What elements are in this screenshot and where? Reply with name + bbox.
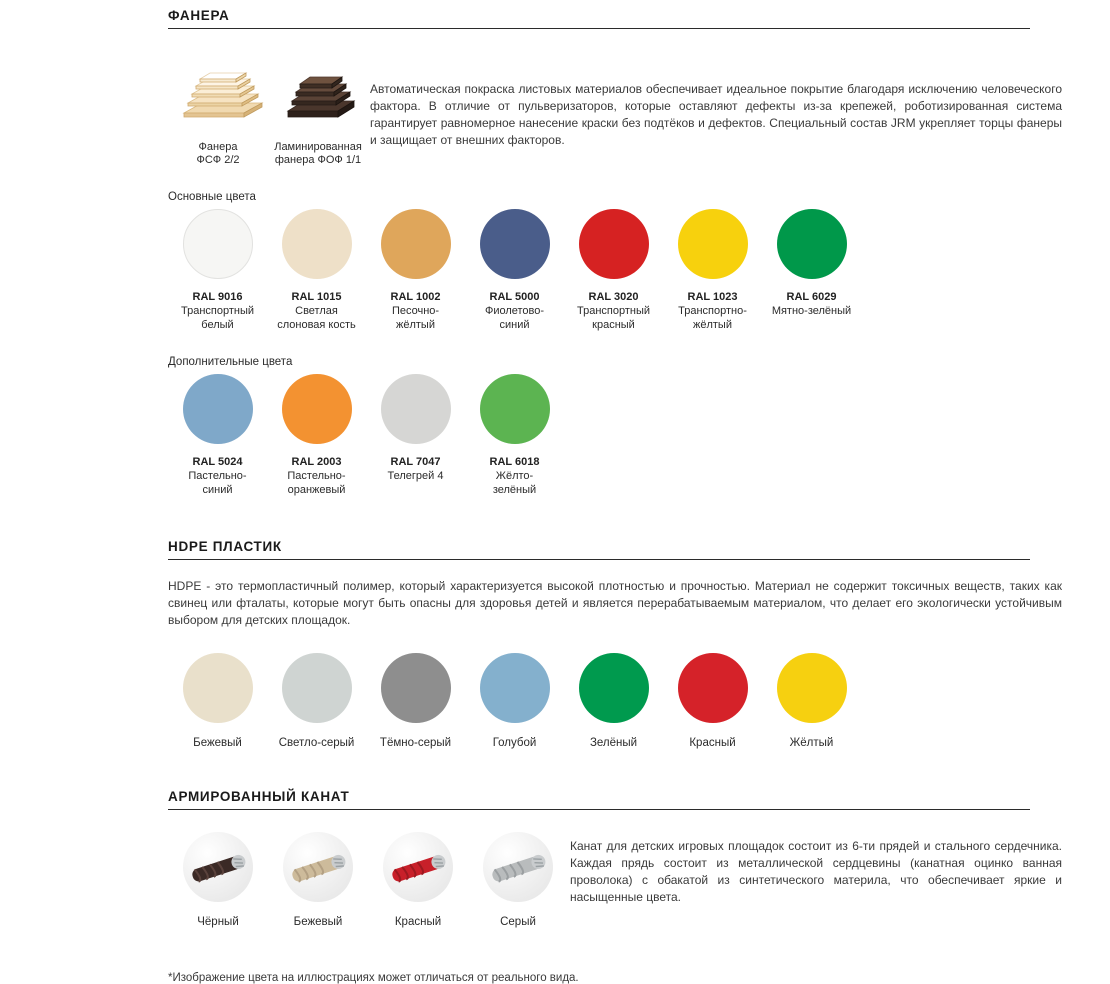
laminated-caption-line1: Ламинированная — [274, 141, 362, 153]
rope-color-name: Бежевый — [293, 916, 343, 928]
laminated-plywood-icon — [270, 51, 366, 129]
color-swatch[interactable] — [663, 209, 762, 332]
swatch-desc-2: жёлтый — [396, 319, 435, 331]
swatch-desc-1: Мятно-зелёный — [771, 305, 852, 317]
swatch-code: RAL 5024 — [192, 456, 243, 468]
swatch-code: RAL 3020 — [588, 291, 639, 303]
swatch-code: RAL 6018 — [489, 456, 540, 468]
main-colors-row — [168, 209, 1070, 332]
swatch-circle — [183, 209, 253, 279]
swatch-code: RAL 9016 — [192, 291, 243, 303]
swatch-circle — [381, 374, 451, 444]
rope-item[interactable] — [368, 832, 468, 928]
swatch-desc-2: синий — [202, 484, 233, 496]
rope-color-name: Красный — [394, 916, 442, 928]
swatch-circle — [579, 209, 649, 279]
color-swatch[interactable] — [267, 374, 366, 497]
swatch-desc-1: Светлая — [295, 305, 338, 317]
hdpe-color-swatch[interactable] — [564, 653, 663, 749]
swatch-desc-1: Пастельно- — [287, 470, 346, 482]
hdpe-color-name: Светло-серый — [278, 737, 355, 749]
plywood-thumbnails — [168, 51, 368, 167]
swatch-code: RAL 6029 — [786, 291, 837, 303]
section-header-hdpe — [168, 539, 1070, 560]
plywood-description: Автоматическая покраска листовых материалов обеспечивает идеальное покрытие благодаря исключению человеческого фактора. В отличие от пульверизаторов, которые оставляют дефекты из-за крепежей, роботизированная система гарантирует равномерное нанесение краски без подтёков и дефектов. Специальный состав JRM укрепляет торцы фанеры и защищает от внешних факторов. — [370, 82, 1062, 147]
swatch-desc-1: Жёлто- — [495, 470, 534, 482]
swatch-circle — [579, 653, 649, 723]
color-swatch[interactable] — [465, 374, 564, 497]
swatch-circle — [282, 374, 352, 444]
hdpe-color-name: Красный — [689, 737, 736, 749]
swatch-desc-2: красный — [592, 319, 635, 331]
swatch-circle — [777, 653, 847, 723]
swatch-desc-1: Транспортный — [576, 305, 651, 317]
hdpe-color-swatch[interactable] — [366, 653, 465, 749]
color-swatch[interactable] — [366, 209, 465, 332]
laminated-plywood-item — [268, 51, 368, 167]
swatch-code: RAL 1002 — [390, 291, 441, 303]
footnote: *Изображение цвета на иллюстрациях может отличаться от реального вида. — [168, 972, 579, 984]
rope-color-name: Серый — [500, 916, 536, 928]
rope-red-icon — [383, 832, 453, 902]
content-wrapper — [168, 8, 1070, 984]
swatch-desc-1: Транспортно- — [678, 305, 747, 317]
section-header-plywood — [168, 8, 1070, 29]
hdpe-color-swatch[interactable] — [168, 653, 267, 749]
rope-description: Канат для детских игровых площадок состоит из 6-ти прядей и стального сердечника. Каждая прядь состоит из металлической сердцевины (канатная оцинко ванная проволока) с обакатой из синтетического материла, что обеспечивает яркие и насыщенные цвета. — [570, 839, 1062, 904]
color-swatch[interactable] — [465, 209, 564, 332]
swatch-circle — [183, 653, 253, 723]
section-header-rope — [168, 789, 1070, 810]
laminated-plywood-caption — [268, 141, 368, 167]
swatch-circle — [282, 209, 352, 279]
swatch-circle — [480, 653, 550, 723]
swatch-desc-1: Телегрей 4 — [387, 470, 444, 482]
swatch-circle — [480, 374, 550, 444]
hdpe-color-swatch[interactable] — [663, 653, 762, 749]
swatch-circle — [282, 653, 352, 723]
plywood-intro-row — [168, 51, 1070, 167]
hdpe-color-name: Жёлтый — [789, 737, 834, 749]
rope-beige-icon — [283, 832, 353, 902]
swatch-circle — [480, 209, 550, 279]
swatch-code: RAL 1015 — [291, 291, 342, 303]
swatch-circle — [183, 374, 253, 444]
laminated-caption-line2: фанера ФОФ 1/1 — [274, 154, 362, 166]
swatch-desc-2: жёлтый — [693, 319, 732, 331]
rope-item[interactable] — [268, 832, 368, 928]
swatch-code: RAL 5000 — [489, 291, 540, 303]
hdpe-color-swatch[interactable] — [465, 653, 564, 749]
plywood-caption — [168, 141, 268, 167]
header-divider — [168, 28, 1030, 29]
swatch-circle — [777, 209, 847, 279]
plywood-caption-line2: ФСФ 2/2 — [196, 154, 240, 166]
header-divider — [168, 559, 1030, 560]
color-swatch[interactable] — [762, 209, 861, 332]
swatch-desc-1: Фиолетово- — [484, 305, 545, 317]
section-plywood — [168, 8, 1070, 497]
swatch-circle — [678, 653, 748, 723]
rope-item[interactable] — [168, 832, 268, 928]
hdpe-color-swatch[interactable] — [267, 653, 366, 749]
swatch-circle — [678, 209, 748, 279]
rope-item[interactable] — [468, 832, 568, 928]
section-title-plywood: ФАНЕРА — [168, 8, 230, 23]
swatch-desc-1: Пастельно- — [188, 470, 247, 482]
hdpe-color-name: Бежевый — [193, 737, 242, 749]
rope-items — [168, 832, 568, 928]
main-colors-label: Основные цвета — [168, 191, 256, 203]
rope-grey-icon — [483, 832, 553, 902]
color-swatch[interactable] — [366, 374, 465, 497]
swatch-desc-2: оранжевый — [287, 484, 346, 496]
swatch-code: RAL 1023 — [687, 291, 738, 303]
swatch-desc-1: Песочно- — [391, 305, 440, 317]
hdpe-color-name: Зелёный — [589, 737, 638, 749]
color-swatch[interactable] — [168, 374, 267, 497]
rope-row — [168, 832, 1070, 928]
swatch-code: RAL 2003 — [291, 456, 342, 468]
hdpe-color-name: Голубой — [492, 737, 537, 749]
header-divider — [168, 809, 1030, 810]
swatch-circle — [381, 209, 451, 279]
section-rope — [168, 789, 1070, 928]
swatch-desc-2: белый — [201, 319, 234, 331]
swatch-circle — [381, 653, 451, 723]
rope-color-name: Чёрный — [197, 916, 239, 928]
plywood-stack-icon — [170, 51, 266, 129]
swatch-desc-2: слоновая кость — [277, 319, 356, 331]
extra-colors-label: Дополнительные цвета — [168, 356, 293, 368]
hdpe-description: HDPE - это термопластичный полимер, который характеризуется высокой плотностью и прочностью. Материал не содержит токсичных веществ, таких как свинец или фталаты, которые могут быть опасны для здоровья детей и является перерабатываемым материалом, что делает его экологически устойчивым выбором для детских площадок. — [168, 579, 1062, 627]
hdpe-colors-row — [168, 653, 1070, 749]
color-swatch[interactable] — [564, 209, 663, 332]
swatch-code: RAL 7047 — [390, 456, 441, 468]
extra-colors-row — [168, 374, 1070, 497]
section-title-rope: АРМИРОВАННЫЙ КАНАТ — [168, 789, 350, 804]
swatch-desc-2: зелёный — [492, 484, 537, 496]
color-swatch[interactable] — [168, 209, 267, 332]
hdpe-color-name: Тёмно-серый — [379, 737, 452, 749]
plywood-item — [168, 51, 268, 167]
color-swatch[interactable] — [267, 209, 366, 332]
section-hdpe — [168, 539, 1070, 749]
swatch-desc-2: синий — [499, 319, 530, 331]
swatch-desc-1: Транспортный — [180, 305, 255, 317]
plywood-caption-line1: Фанера — [198, 141, 238, 153]
rope-black-icon — [183, 832, 253, 902]
hdpe-color-swatch[interactable] — [762, 653, 861, 749]
section-title-hdpe: HDPE ПЛАСТИК — [168, 539, 282, 554]
